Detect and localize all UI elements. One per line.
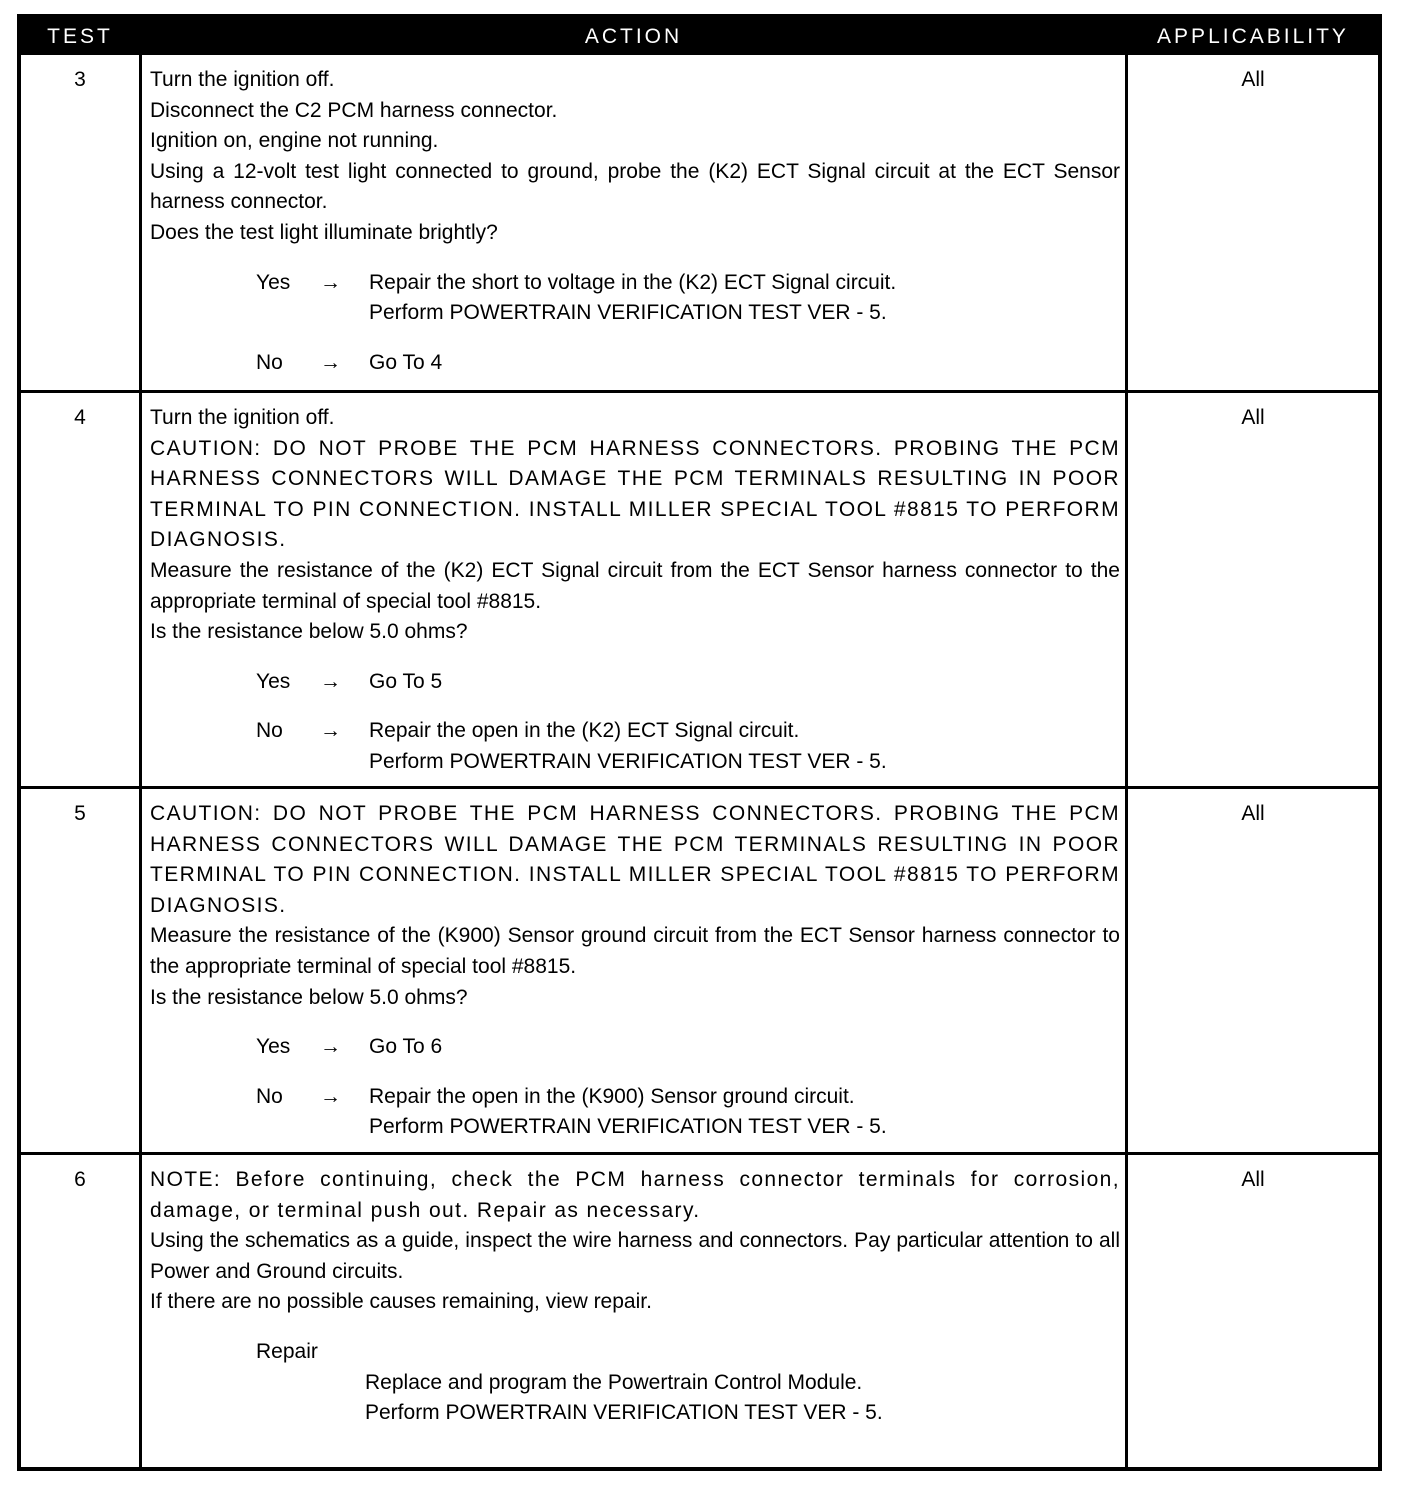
applicability-value: All <box>1241 406 1265 429</box>
action-cell <box>150 403 1120 778</box>
no-text: Repair the open in the (K900) Sensor ground circuit. <box>369 1084 855 1108</box>
caution-text: CAUTION: DO NOT PROBE THE PCM HARNESS CONNECTORS. PROBING THE PCM HARNESS CONNECTORS WILL DAMAGE THE PCM TERMINALS RESULTING IN POOR TERMINAL TO PIN CONNECTION. INSTALL MILLER SPECIAL TOOL #8815 TO PERFORM DIAGNOSIS. <box>150 436 1120 552</box>
yes-text: Go To 5 <box>369 669 443 693</box>
no-text: Go To 4 <box>369 350 443 374</box>
arrow-icon: → <box>320 350 341 374</box>
yes-branch <box>150 1032 1120 1063</box>
caution-text: CAUTION: DO NOT PROBE THE PCM HARNESS CONNECTORS. PROBING THE PCM HARNESS CONNECTORS WILL DAMAGE THE PCM TERMINALS RESULTING IN POOR TERMINAL TO PIN CONNECTION. INSTALL MILLER SPECIAL TOOL #8815 TO PERFORM DIAGNOSIS. <box>150 802 1120 917</box>
yes-text: Go To 6 <box>369 1035 443 1059</box>
action-line: Measure the resistance of the (K2) ECT Signal circuit from the ECT Sensor harness connector to the appropriate terminal of special tool #8815. <box>150 558 1120 613</box>
test-row-6 <box>21 1152 1378 1471</box>
applicability-value: All <box>1241 1168 1265 1191</box>
no-label: No <box>256 350 283 374</box>
applicability-value: All <box>1241 802 1265 825</box>
test-row-4 <box>21 390 1378 786</box>
yes-text: Repair the short to voltage in the (K2) ECT Signal circuit. <box>369 270 897 294</box>
arrow-icon: → <box>320 719 341 743</box>
arrow-icon: → <box>320 1035 341 1059</box>
yes-text: Perform POWERTRAIN VERIFICATION TEST VER - 5. <box>369 301 887 325</box>
action-question: Does the test light illuminate brightly? <box>150 220 498 244</box>
action-line: Turn the ignition off. <box>150 406 335 429</box>
action-line: If there are no possible causes remaining, view repair. <box>150 1290 652 1314</box>
test-number: 6 <box>74 1168 86 1191</box>
test-number: 4 <box>74 406 86 429</box>
diagnostic-test-table <box>17 14 1382 1471</box>
no-label: No <box>256 1084 283 1108</box>
arrow-icon: → <box>320 1084 341 1108</box>
test-row-5 <box>21 786 1378 1152</box>
yes-label: Yes <box>256 1035 291 1059</box>
table-header <box>21 18 1378 55</box>
yes-label: Yes <box>256 669 291 693</box>
yes-branch <box>150 268 1120 329</box>
arrow-icon: → <box>320 270 341 294</box>
action-line: Turn the ignition off. <box>150 68 335 91</box>
action-line: Disconnect the C2 PCM harness connector. <box>150 98 558 122</box>
action-line: Using a 12-volt test light connected to ground, probe the (K2) ECT Signal circuit at the ECT Sensor harness connector. <box>150 159 1120 214</box>
yes-branch <box>150 667 1120 698</box>
applicability-value: All <box>1241 68 1265 91</box>
no-text: Repair the open in the (K2) ECT Signal circuit. <box>369 719 800 743</box>
test-number: 3 <box>74 68 86 91</box>
header-applicability: APPLICABILITY <box>1157 25 1349 48</box>
action-cell <box>150 799 1120 1143</box>
no-label: No <box>256 719 283 743</box>
action-cell <box>150 65 1120 378</box>
action-question: Is the resistance below 5.0 ohms? <box>150 985 468 1009</box>
action-line: Ignition on, engine not running. <box>150 129 439 153</box>
note-text: NOTE: Before continuing, check the PCM harness connector terminals for corrosion, damage, or terminal push out. Repair as necessary. <box>150 1168 1120 1222</box>
header-test: TEST <box>47 25 113 48</box>
test-number: 5 <box>74 802 86 825</box>
no-branch <box>150 348 1120 379</box>
action-question: Is the resistance below 5.0 ohms? <box>150 620 468 644</box>
repair-label: Repair <box>256 1339 318 1363</box>
no-text: Perform POWERTRAIN VERIFICATION TEST VER - 5. <box>369 1115 887 1139</box>
test-row-3 <box>21 55 1378 390</box>
no-branch <box>150 716 1120 777</box>
repair-text: Replace and program the Powertrain Control Module. <box>365 1370 863 1394</box>
action-cell <box>150 1165 1120 1429</box>
no-text: Perform POWERTRAIN VERIFICATION TEST VER - 5. <box>369 749 887 773</box>
repair-text: Perform POWERTRAIN VERIFICATION TEST VER - 5. <box>365 1401 883 1425</box>
action-line: Using the schematics as a guide, inspect the wire harness and connectors. Pay particular attention to all Power and Ground circuits. <box>150 1229 1120 1283</box>
arrow-icon: → <box>320 669 341 693</box>
action-line: Measure the resistance of the (K900) Sensor ground circuit from the ECT Sensor harness connector to the appropriate terminal of special tool #8815. <box>150 924 1120 978</box>
no-branch <box>150 1082 1120 1143</box>
header-action: ACTION <box>584 25 683 48</box>
yes-label: Yes <box>256 270 291 294</box>
